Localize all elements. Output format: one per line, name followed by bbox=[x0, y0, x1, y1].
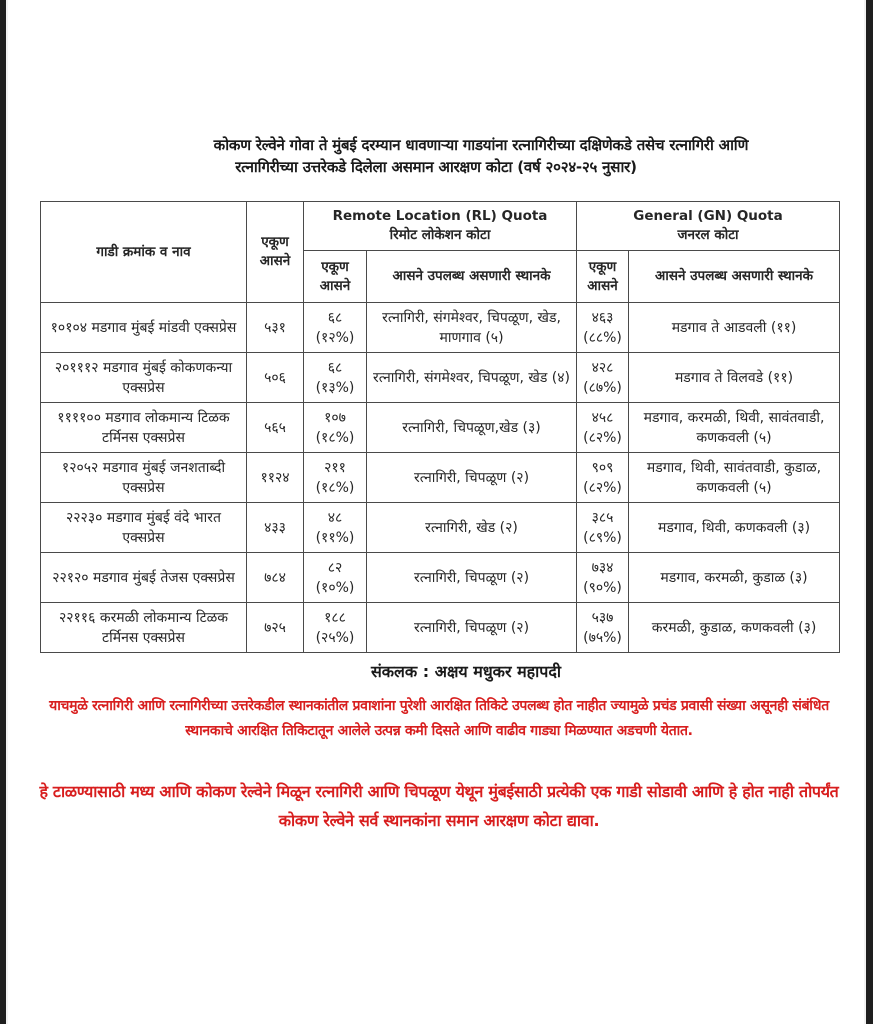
gn-seat-percent: (९०%) bbox=[583, 579, 622, 596]
reservation-quota-table bbox=[40, 201, 840, 653]
table-row bbox=[41, 303, 840, 353]
gn-seat-percent: (८२%) bbox=[583, 429, 622, 446]
table-row bbox=[41, 553, 840, 603]
cell-rl-seats bbox=[304, 503, 367, 553]
cell-train-name: १०१०४ मडगाव मुंबई मांडवी एक्सप्रेस bbox=[41, 303, 247, 353]
table-row bbox=[41, 403, 840, 453]
header-total-seats: एकूण आसने bbox=[247, 202, 304, 303]
cell-rl-seats bbox=[304, 453, 367, 503]
cell-rl-stations: रत्नागिरी, संगमेश्वर, चिपळूण, खेड, माणगाव (५) bbox=[367, 303, 577, 353]
header-rl-quota-en: Remote Location (RL) Quota bbox=[332, 208, 548, 224]
cell-gn-seats bbox=[577, 453, 629, 503]
cell-train-name: १२०५२ मडगाव मुंबई जनशताब्दी एक्सप्रेस bbox=[41, 453, 247, 503]
rl-seat-percent: (१२%) bbox=[315, 329, 355, 346]
cell-gn-seats bbox=[577, 553, 629, 603]
table-row bbox=[41, 353, 840, 403]
cell-rl-seats bbox=[304, 403, 367, 453]
cell-gn-stations: मडगाव ते आडवली (११) bbox=[629, 303, 840, 353]
cell-total-seats: ७८४ bbox=[247, 553, 304, 603]
gn-seat-count: ५३७ bbox=[591, 609, 614, 626]
cell-total-seats: ५०६ bbox=[247, 353, 304, 403]
cell-train-name: २०१११२ मडगाव मुंबई कोकणकन्या एक्सप्रेस bbox=[41, 353, 247, 403]
header-gn-quota bbox=[577, 202, 840, 251]
rl-seat-percent: (१८%) bbox=[315, 479, 355, 496]
rl-seat-count: १०७ bbox=[324, 409, 346, 426]
cell-train-name: २२१२० मडगाव मुंबई तेजस एक्सप्रेस bbox=[41, 553, 247, 603]
cell-gn-seats bbox=[577, 353, 629, 403]
table-row bbox=[41, 603, 840, 653]
gn-seat-percent: (८२%) bbox=[583, 479, 622, 496]
header-gn-quota-mr: जनरल कोटा bbox=[677, 227, 739, 243]
cell-gn-seats bbox=[577, 403, 629, 453]
cell-rl-stations: रत्नागिरी, खेड (२) bbox=[367, 503, 577, 553]
compiler-credit: संकलक : अक्षय मधुकर महापदी bbox=[370, 662, 562, 681]
gn-seat-count: ४६३ bbox=[591, 309, 614, 326]
gn-seat-percent: (८७%) bbox=[583, 379, 622, 396]
gn-seat-percent: (८९%) bbox=[583, 529, 622, 546]
cell-train-name: २२११६ करमळी लोकमान्य टिळक टर्मिनस एक्सप्रेस bbox=[41, 603, 247, 653]
cell-train-name: ११११०० मडगाव लोकमान्य टिळक टर्मिनस एक्सप्रेस bbox=[41, 403, 247, 453]
rl-seat-count: १८८ bbox=[324, 609, 346, 626]
cell-rl-seats bbox=[304, 353, 367, 403]
header-gn-quota-en: General (GN) Quota bbox=[633, 208, 783, 224]
impact-note: याचमुळे रत्नागिरी आणि रत्नागिरीच्या उत्तरेकडील स्थानकांतील प्रवाशांना पुरेशी आरक्षित तिकिटे उपलब्ध होत नाहीत ज्यामुळे प्रचंड प्रवासी संख्या असूनही संबंधित स्थानकाचे आरक्षित तिकिटातून आलेले उत्पन्न कमी दिसते आणि वाढीव गाड्या मिळण्यात अडचणी येतात. bbox=[49, 698, 829, 739]
header-row-top bbox=[41, 202, 840, 251]
header-gn-stations: आसने उपलब्ध असणारी स्थानके bbox=[629, 251, 840, 303]
table-row bbox=[41, 453, 840, 503]
cell-gn-seats bbox=[577, 603, 629, 653]
rl-seat-percent: (१८%) bbox=[315, 429, 355, 446]
cell-gn-stations: मडगाव ते विलवडे (११) bbox=[629, 353, 840, 403]
title-line-1: कोकण रेल्वेने गोवा ते मुंबई दरम्यान धावणाऱ्या गाडयांना रत्नागिरीच्या दक्षिणेकडे तसेच रत्नागिरी आणि bbox=[213, 136, 749, 154]
cell-total-seats: ५३१ bbox=[247, 303, 304, 353]
header-rl-stations: आसने उपलब्ध असणारी स्थानके bbox=[367, 251, 577, 303]
cell-gn-stations: मडगाव, करमळी, कुडाळ (३) bbox=[629, 553, 840, 603]
header-rl-total: एकूण आसने bbox=[304, 251, 367, 303]
gn-seat-count: ४२८ bbox=[591, 359, 614, 376]
document-title bbox=[6, 134, 866, 178]
rl-seat-percent: (१३%) bbox=[315, 379, 355, 396]
rl-seat-percent: (१०%) bbox=[315, 579, 355, 596]
header-rl-quota-mr: रिमोट लोकेशन कोटा bbox=[389, 227, 491, 243]
cell-gn-stations: मडगाव, थिवी, सावंतवाडी, कुडाळ, कणकवली (५) bbox=[629, 453, 840, 503]
cell-rl-seats bbox=[304, 303, 367, 353]
cell-rl-stations: रत्नागिरी, चिपळूण (२) bbox=[367, 453, 577, 503]
document-page bbox=[6, 0, 866, 1024]
gn-seat-percent: (८८%) bbox=[583, 329, 622, 346]
gn-seat-percent: (७५%) bbox=[583, 629, 622, 646]
rl-seat-percent: (११%) bbox=[315, 529, 355, 546]
gn-seat-count: ३८५ bbox=[591, 509, 614, 526]
cell-gn-seats bbox=[577, 303, 629, 353]
gn-seat-count: ७३४ bbox=[591, 559, 614, 576]
rl-seat-count: ६८ bbox=[327, 359, 343, 376]
rl-seat-count: ६८ bbox=[327, 309, 343, 326]
cell-gn-stations: मडगाव, थिवी, कणकवली (३) bbox=[629, 503, 840, 553]
cell-rl-seats bbox=[304, 553, 367, 603]
cell-total-seats: ११२४ bbox=[247, 453, 304, 503]
cell-total-seats: ४३३ bbox=[247, 503, 304, 553]
cell-total-seats: ५६५ bbox=[247, 403, 304, 453]
cell-gn-stations: मडगाव, करमळी, थिवी, सावंतवाडी, कणकवली (५) bbox=[629, 403, 840, 453]
appeal-text: हे टाळण्यासाठी मध्य आणि कोकण रेल्वेने मिळून रत्नागिरी आणि चिपळूण येथून मुंबईसाठी प्रत्येकी एक गाडी सोडावी आणि हे होत नाही तोपर्यंत कोकण रेल्वेने सर्व स्थानकांना समान आरक्षण कोटा द्यावा. bbox=[39, 782, 839, 830]
cell-gn-seats bbox=[577, 503, 629, 553]
rl-seat-count: ८२ bbox=[327, 559, 343, 576]
table-row bbox=[41, 503, 840, 553]
cell-rl-stations: रत्नागिरी, चिपळूण,खेड (३) bbox=[367, 403, 577, 453]
cell-rl-stations: रत्नागिरी, चिपळूण (२) bbox=[367, 603, 577, 653]
cell-total-seats: ७२५ bbox=[247, 603, 304, 653]
cell-gn-stations: करमळी, कुडाळ, कणकवली (३) bbox=[629, 603, 840, 653]
header-rl-quota bbox=[304, 202, 577, 251]
table-body bbox=[41, 303, 840, 653]
rl-seat-percent: (२५%) bbox=[315, 629, 355, 646]
cell-rl-stations: रत्नागिरी, संगमेश्वर, चिपळूण, खेड (४) bbox=[367, 353, 577, 403]
cell-train-name: २२२३० मडगाव मुंबई वंदे भारत एक्सप्रेस bbox=[41, 503, 247, 553]
gn-seat-count: ४५८ bbox=[591, 409, 614, 426]
rl-seat-count: २११ bbox=[324, 459, 346, 476]
cell-rl-seats bbox=[304, 603, 367, 653]
cell-rl-stations: रत्नागिरी, चिपळूण (२) bbox=[367, 553, 577, 603]
title-line-2: रत्नागिरीच्या उत्तरेकडे दिलेला असमान आरक्षण कोटा (वर्ष २०२४-२५ नुसार) bbox=[235, 158, 637, 176]
gn-seat-count: ९०९ bbox=[591, 459, 614, 476]
header-train: गाडी क्रमांक व नाव bbox=[41, 202, 247, 303]
rl-seat-count: ४८ bbox=[327, 509, 343, 526]
header-gn-total: एकूण आसने bbox=[577, 251, 629, 303]
